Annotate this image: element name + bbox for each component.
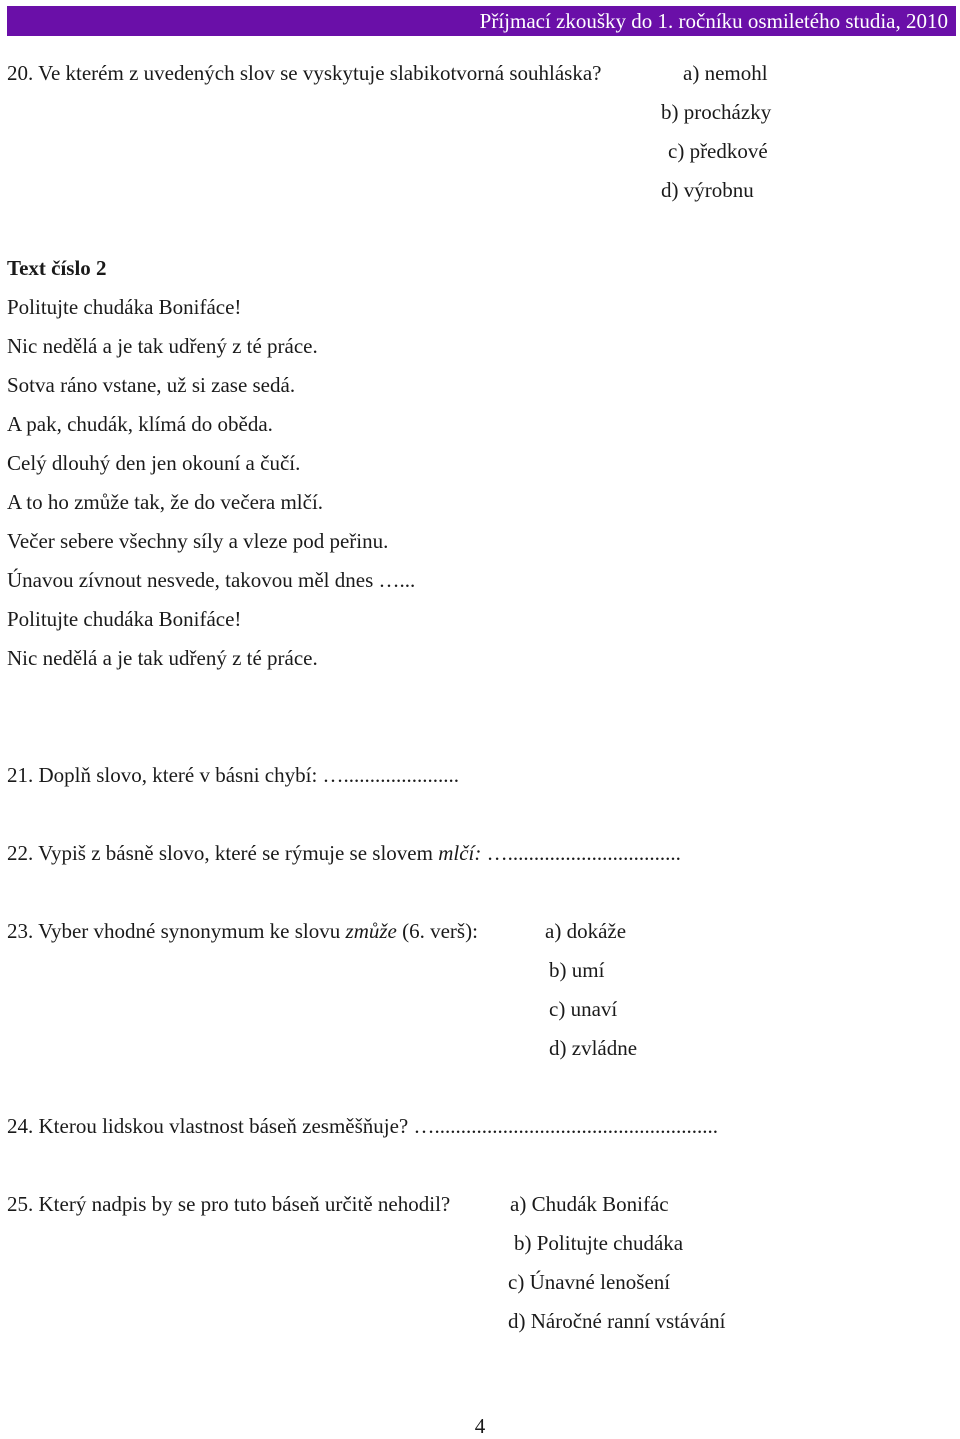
question-23-suffix: (6. verš): bbox=[396, 919, 478, 943]
question-20-option-c: c) předkové bbox=[668, 139, 768, 163]
question-21-text: 21. Doplň slovo, které v básni chybí: …...................... bbox=[7, 763, 460, 787]
header-bar bbox=[7, 6, 956, 36]
question-23-keyword: zmůže bbox=[345, 919, 397, 943]
poem-line: A to ho zmůže tak, že do večera mlčí. bbox=[7, 490, 324, 514]
question-22 bbox=[7, 840, 681, 866]
question-20-option-a: a) nemohl bbox=[683, 61, 768, 85]
question-22-blank: …................................. bbox=[481, 841, 681, 865]
header-title: Příjmací zkoušky do 1. ročníku osmiletého studia, 2010 bbox=[479, 9, 948, 33]
question-25-option-c: c) Únavné lenošení bbox=[508, 1270, 671, 1294]
poem-line: A pak, chudák, klímá do oběda. bbox=[7, 412, 273, 436]
question-20-option-d: d) výrobnu bbox=[661, 178, 754, 202]
poem-line: Politujte chudáka Bonifáce! bbox=[7, 295, 242, 319]
question-20-option-b: b) procházky bbox=[661, 100, 772, 124]
question-23-option-a: a) dokáže bbox=[545, 919, 627, 943]
question-23-option-d: d) zvládne bbox=[549, 1036, 638, 1060]
question-23 bbox=[7, 918, 478, 944]
question-22-keyword: mlčí: bbox=[438, 841, 482, 865]
question-20-text: 20. Ve kterém z uvedených slov se vyskytuje slabikotvorná souhláska? bbox=[7, 61, 602, 85]
question-22-prefix: 22. Vypiš z básně slovo, které se rýmuje se slovem bbox=[7, 841, 439, 865]
poem-line: Večer sebere všechny síly a vleze pod peřinu. bbox=[7, 529, 389, 553]
poem-line: Nic nedělá a je tak udřený z té práce. bbox=[7, 646, 318, 670]
poem-line: Sotva ráno vstane, už si zase sedá. bbox=[7, 373, 296, 397]
poem-line: Únavou zívnout nesvede, takovou měl dnes …... bbox=[7, 568, 416, 592]
poem-line: Celý dlouhý den jen okouní a čučí. bbox=[7, 451, 301, 475]
question-25-option-a: a) Chudák Bonifác bbox=[510, 1192, 669, 1216]
text-2-heading: Text číslo 2 bbox=[7, 256, 107, 280]
poem-line: Politujte chudáka Bonifáce! bbox=[7, 607, 242, 631]
question-23-option-c: c) unaví bbox=[549, 997, 618, 1021]
poem-line: Nic nedělá a je tak udřený z té práce. bbox=[7, 334, 318, 358]
page-number: 4 bbox=[474, 1414, 486, 1438]
question-25-option-b: b) Politujte chudáka bbox=[514, 1231, 684, 1255]
question-23-prefix: 23. Vyber vhodné synonymum ke slovu bbox=[7, 919, 346, 943]
question-25-option-d: d) Náročné ranní vstávání bbox=[508, 1309, 726, 1333]
question-24-text: 24. Kterou lidskou vlastnost báseň zesměšňuje? …...................................................... bbox=[7, 1114, 719, 1138]
question-25-text: 25. Který nadpis by se pro tuto báseň určitě nehodil? bbox=[7, 1192, 451, 1216]
question-23-option-b: b) umí bbox=[549, 958, 605, 982]
